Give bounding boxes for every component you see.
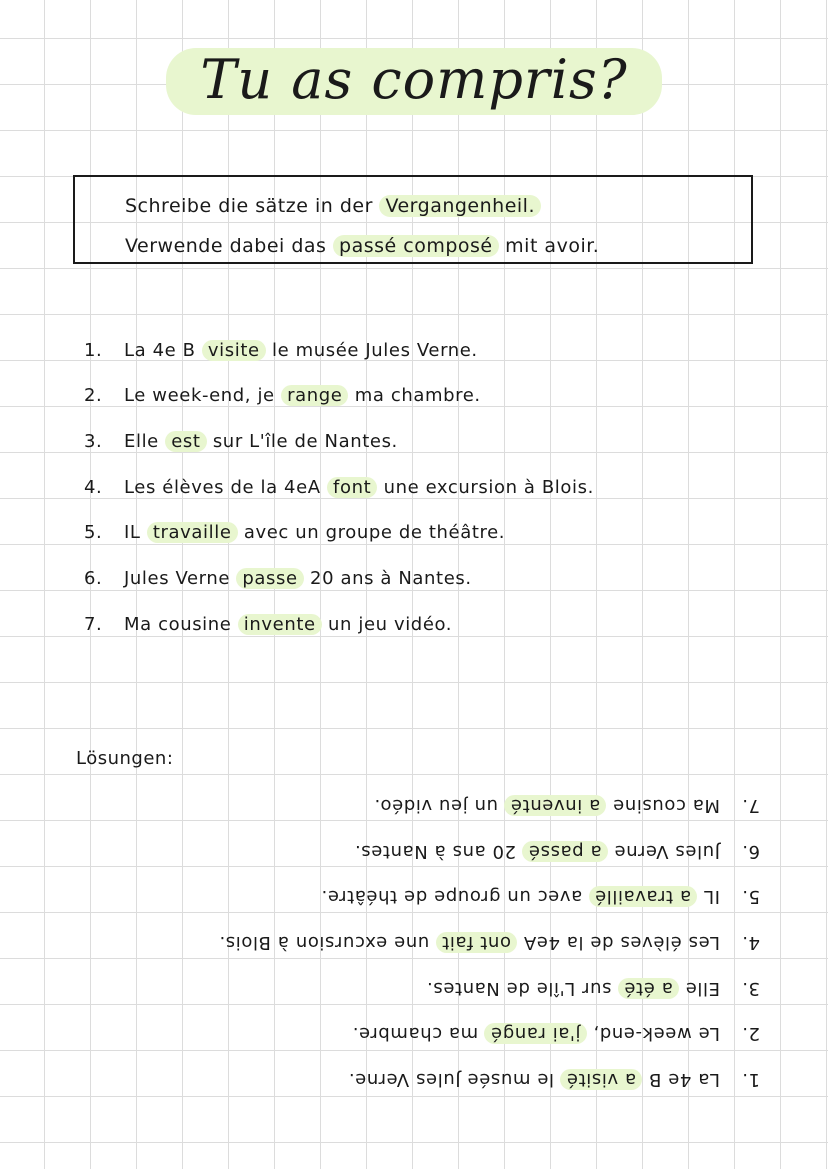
exercise-verb: est [165, 431, 206, 452]
solution-verb: a passé [522, 841, 607, 862]
solution-item: 1.La 4e B a visité le musée Jules Verne. [348, 1069, 760, 1090]
exercise-verb: font [327, 477, 377, 498]
solution-item: 6.Jules Verne a passé 20 ans à Nantes. [354, 841, 760, 862]
exercise-verb: invente [238, 614, 322, 635]
exercise-item: 3. Elle est sur L'île de Nantes. [84, 431, 398, 452]
exercise-item: 1. La 4e B visite le musée Jules Verne. [84, 340, 478, 361]
exercise-item: 6. Jules Verne passe 20 ans à Nantes. [84, 568, 472, 589]
solution-item: 3.Elle a été sur L'île de Nantes. [426, 978, 760, 999]
exercise-item: 2. Le week-end, je range ma chambre. [84, 385, 481, 406]
page-title [0, 48, 828, 111]
solution-verb: a travaillé [589, 886, 698, 907]
instruction-highlight-2: passé composé [333, 235, 499, 257]
exercise-verb: passe [236, 568, 303, 589]
solution-item: 4.Les élèves de la 4eA ont fait une excursion à Blois. [218, 932, 760, 953]
exercise-item: 5. IL travaille avec un groupe de théâtre. [84, 522, 506, 543]
solutions-upside-down [0, 775, 828, 1105]
exercise-item: 7. Ma cousine invente un jeu vidéo. [84, 614, 453, 635]
solution-verb: j'ai rangé [484, 1023, 586, 1044]
exercise-verb: visite [202, 340, 266, 361]
solution-verb: a visité [560, 1069, 642, 1090]
instruction-line-1: Schreibe die sätze in der Vergangenheil. [125, 195, 541, 217]
solution-item: 2.Le week-end, j'ai rangé ma chambre. [352, 1023, 760, 1044]
title-text: Tu as compris? [166, 48, 661, 115]
exercise-item: 4. Les élèves de la 4eA font une excursion à Blois. [84, 477, 594, 498]
exercise-verb: travaille [147, 522, 238, 543]
instruction-line-2: Verwende dabei das passé composé mit avoir. [125, 235, 600, 257]
solution-item: 5.IL a travaillé avec un groupe de théâtre. [320, 886, 760, 907]
solution-verb: ont fait [436, 932, 517, 953]
solution-verb: a été [618, 978, 679, 999]
solution-item: 7.Ma cousine a inventé un jeu vidéo. [373, 795, 760, 816]
exercise-verb: range [281, 385, 348, 406]
solutions-label: Lösungen: [76, 748, 174, 769]
instruction-highlight-1: Vergangenheil. [379, 195, 541, 217]
solution-verb: a inventé [504, 795, 606, 816]
